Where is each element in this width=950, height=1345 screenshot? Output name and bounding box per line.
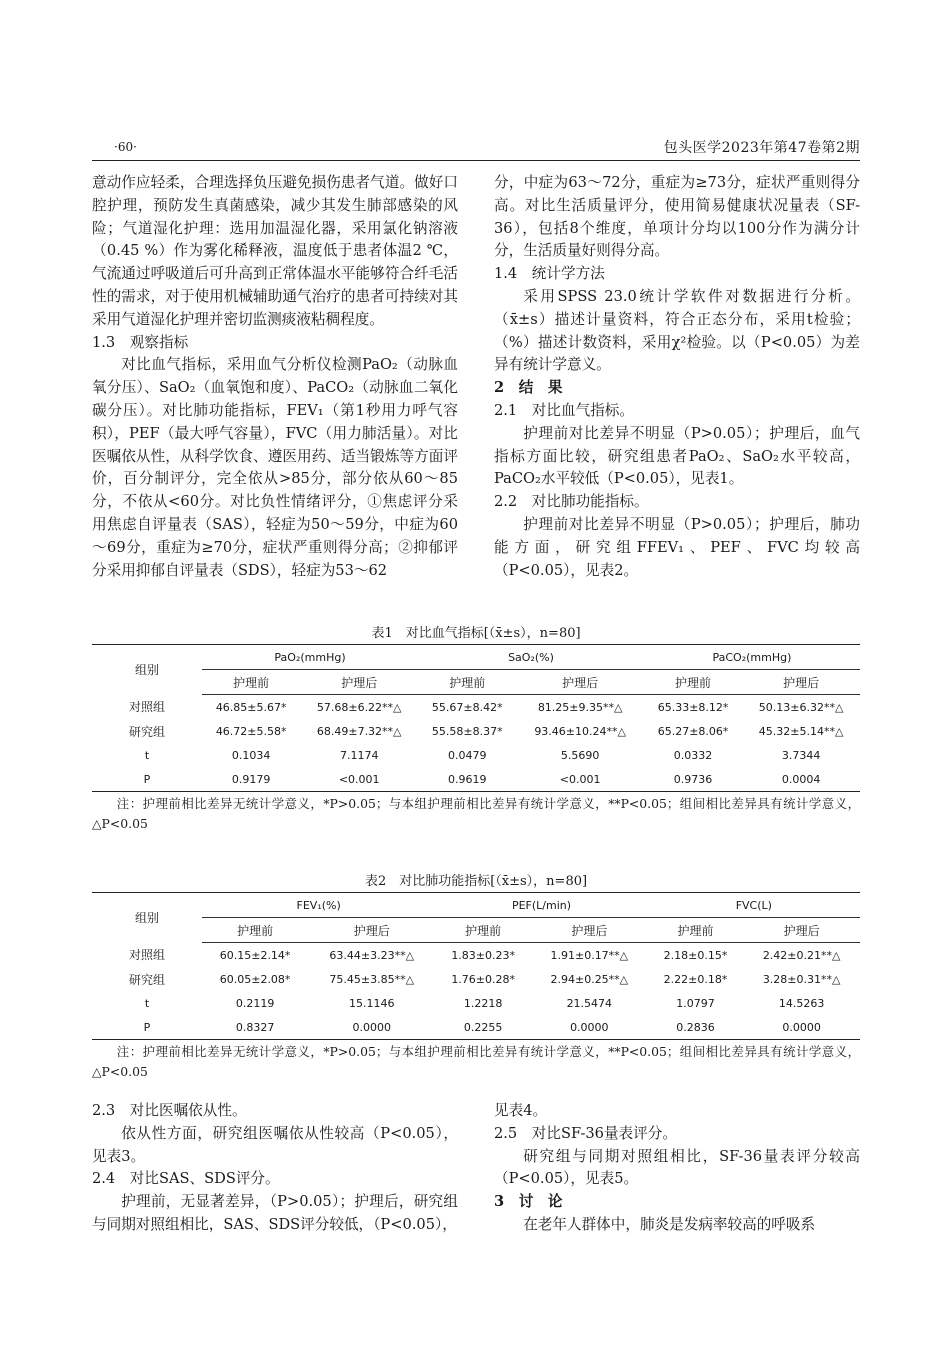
paragraph: 分，中症为63～72分，重症为≥73分，症状严重则得分高。对比生活质量评分，使用简易健康状况量表（SF-36），包括8个维度，单项计分均以100分作为满分计分，生活质量好则得分高。 xyxy=(494,174,860,260)
table1-group-header: PaCO₂(mmHg) xyxy=(644,645,860,670)
page-header xyxy=(92,136,860,158)
top-left-column xyxy=(92,172,458,582)
table2 xyxy=(92,892,860,1040)
table2-subheader: 护理后 xyxy=(743,918,860,943)
row-label: 对照组 xyxy=(128,948,165,963)
table-cell: 55.58±8.37* xyxy=(431,724,503,738)
paragraph: 采用SPSS 23.0统计学软件对数据进行分析。（x̄±s）描述计量资料，符合正态分布，采用t检验；（%）描述计数资料，采用χ²检验。以（P<0.05）为差异有统计学意义。 xyxy=(494,287,860,374)
top-right-column xyxy=(494,172,860,582)
table-row xyxy=(92,743,860,767)
table1-subheader: 护理后 xyxy=(300,670,418,695)
table-cell: 0.0000 xyxy=(531,1015,648,1040)
section-heading-1-4: 1.4 统计学方法 xyxy=(494,265,605,283)
section-heading-2-3: 2.3 对比医嘱依从性。 xyxy=(92,1102,247,1119)
row-label: t xyxy=(144,996,150,1010)
table-cell: 0.9619 xyxy=(418,767,516,792)
row-label: 研究组 xyxy=(128,972,165,987)
table2-group-header: FVC(L) xyxy=(648,893,860,918)
paragraph: 对比血气指标，采用血气分析仪检测PaO₂（动脉血氧分压）、SaO₂（血氧饱和度）、PaCO₂（动脉血二氧化碳分压）。对比肺功能指标，FEV₁（第1秒用力呼气容积），PEF（最大呼气容量），FVC（用力肺活量）。对比医嘱依从性，从科学饮食、遵医用药、适当锻炼等方面评价，百分制评分，完全依从>85分，部分依从60～85分，不依从<60分。对比负性情绪评分，①焦虑评分采用焦虑自评量表（SAS），轻症为50～59分，中症为60～69分，重症为≥70分，症状严重则得分高；②抑郁评分采用抑郁自评量表（SDS），轻症为53～62 xyxy=(92,356,458,579)
paragraph: 研究组与同期对照组相比，SF-36量表评分较高（P<0.05），见表5。 xyxy=(494,1147,860,1188)
table1-group-header: SaO₂(%) xyxy=(418,645,644,670)
table-cell: 2.94±0.25**△ xyxy=(550,972,629,986)
table-cell: 1.0797 xyxy=(676,996,715,1010)
table-cell: 0.0000 xyxy=(743,1015,860,1040)
section-heading-1-3: 1.3 观察指标 xyxy=(92,333,189,351)
table-cell: 50.13±6.32**△ xyxy=(758,700,844,714)
table-cell: 5.5690 xyxy=(560,748,600,762)
table-cell: <0.001 xyxy=(300,767,418,792)
table-cell: 68.49±7.32**△ xyxy=(316,724,402,738)
row-label: t xyxy=(144,748,150,762)
table-cell: 0.0479 xyxy=(447,748,487,762)
table-cell: 46.85±5.67* xyxy=(215,700,287,714)
table1-subheader: 护理后 xyxy=(742,670,860,695)
table-cell: 15.1146 xyxy=(349,996,395,1010)
table1 xyxy=(92,644,860,792)
row-label: P xyxy=(92,1015,202,1040)
table-cell: 1.91±0.17**△ xyxy=(550,948,629,962)
section-heading-2: 2 结 果 xyxy=(494,379,563,397)
paragraph: 护理前对比差异不明显（P>0.05）；护理后，血气指标方面比较，研究组患者PaO₂、SaO₂水平较高，PaCO₂水平较低（P<0.05），见表1。 xyxy=(494,424,860,488)
table-row xyxy=(92,1015,860,1040)
table-cell: 65.33±8.12* xyxy=(657,700,729,714)
table-cell: 75.45±3.85**△ xyxy=(329,972,415,986)
table-cell: 2.22±0.18* xyxy=(663,972,728,986)
table1-group-header: PaO₂(mmHg) xyxy=(202,645,418,670)
table-row xyxy=(92,695,860,720)
table-cell: 7.1174 xyxy=(339,748,379,762)
table-cell: 1.83±0.23* xyxy=(451,948,516,962)
paragraph: 护理前，无显著差异，（P>0.05）；护理后，研究组与同期对照组相比，SAS、SDS评分较低，（P<0.05）， xyxy=(92,1193,458,1233)
page-number: ·60· xyxy=(114,140,137,154)
table2-group-label: 组别 xyxy=(92,893,202,943)
table1-subheader: 护理前 xyxy=(418,670,516,695)
table1-group-label: 组别 xyxy=(92,645,202,695)
paragraph: 在老年人群体中，肺炎是发病率较高的呼吸系 xyxy=(523,1215,816,1233)
table1-note: 注：护理前相比差异无统计学意义，*P>0.05；与本组护理前相比差异有统计学意义，**P<0.05；组间相比差异具有统计学意义，△P<0.05 xyxy=(92,796,860,831)
table-cell: 0.9736 xyxy=(644,767,742,792)
table-cell: 93.46±10.24**△ xyxy=(534,724,626,738)
table-row xyxy=(92,991,860,1015)
row-label: 对照组 xyxy=(128,700,165,715)
table-cell: 2.18±0.15* xyxy=(663,948,728,962)
table-cell: 60.05±2.08* xyxy=(219,972,291,986)
table2-subheader: 护理后 xyxy=(531,918,648,943)
table-cell: 3.28±0.31**△ xyxy=(762,972,841,986)
table-cell: 57.68±6.22**△ xyxy=(316,700,402,714)
table-cell: 1.76±0.28* xyxy=(451,972,516,986)
table2-note: 注：护理前相比差异无统计学意义，*P>0.05；与本组护理前相比差异有统计学意义，**P<0.05；组间相比差异具有统计学意义，△P<0.05 xyxy=(92,1044,860,1079)
table-cell: 45.32±5.14**△ xyxy=(758,724,844,738)
table-cell: 63.44±3.23**△ xyxy=(329,948,415,962)
section-heading-3: 3 讨 论 xyxy=(494,1193,563,1211)
table-cell: 0.1034 xyxy=(231,748,271,762)
table1-subheader: 护理后 xyxy=(516,670,643,695)
table-cell: 65.27±8.06* xyxy=(657,724,729,738)
table-row xyxy=(92,967,860,991)
table-row xyxy=(92,767,860,792)
table-cell: 2.42±0.21**△ xyxy=(762,948,841,962)
section-heading-2-4: 2.4 对比SAS、SDS评分。 xyxy=(92,1170,280,1188)
bottom-left-column xyxy=(92,1100,458,1237)
table-cell: 81.25±9.35**△ xyxy=(537,700,623,714)
table-cell: <0.001 xyxy=(516,767,643,792)
table2-group-header: PEF(L/min) xyxy=(435,893,647,918)
table-row xyxy=(92,719,860,743)
table2-caption: 表2 对比肺功能指标[（x̄±s），n=80] xyxy=(364,874,588,889)
paragraph: 意动作应轻柔，合理选择负压避免损伤患者气道。做好口腔护理，预防发生真菌感染，减少其发生肺部感染的风险；气道湿化护理：选用加温湿化器，采用氯化钠溶液（0.45 %）作为雾化稀释液，温度低于患者体温2 ℃，气流通过呼吸道后可升高到正常体温水平能够符合纤毛活性的需求，对于使用机械辅助通气治疗的患者可持续对其采用气道湿化护理并密切监测痰液粘稠程度。 xyxy=(92,174,458,328)
table-cell: 55.67±8.42* xyxy=(431,700,503,714)
table-row xyxy=(92,943,860,968)
row-label: P xyxy=(92,767,202,792)
table2-group-header: FEV₁(%) xyxy=(202,893,435,918)
table1-subheader: 护理前 xyxy=(202,670,300,695)
table2-subheader: 护理前 xyxy=(202,918,308,943)
table-cell: 46.72±5.58* xyxy=(215,724,287,738)
paragraph: 依从性方面，研究组医嘱依从性较高（P<0.05），见表3。 xyxy=(92,1124,458,1165)
table-cell: 0.9179 xyxy=(202,767,300,792)
table-cell: 0.8327 xyxy=(202,1015,308,1040)
header-rule xyxy=(92,160,860,161)
section-heading-2-1: 2.1 对比血气指标。 xyxy=(494,401,634,419)
section-heading-2-2: 2.2 对比肺功能指标。 xyxy=(494,493,649,511)
paragraph: 见表4。 xyxy=(494,1102,548,1119)
bottom-right-column xyxy=(494,1100,860,1237)
table-cell: 21.5474 xyxy=(566,996,613,1010)
table2-subheader: 护理前 xyxy=(435,918,531,943)
table-cell: 1.2218 xyxy=(463,996,503,1010)
table-cell: 0.0000 xyxy=(308,1015,435,1040)
table2-subheader: 护理后 xyxy=(308,918,435,943)
table-cell: 14.5263 xyxy=(778,996,825,1010)
table-cell: 60.15±2.14* xyxy=(219,948,291,962)
table-cell: 3.7344 xyxy=(781,748,821,762)
table1-subheader: 护理前 xyxy=(644,670,742,695)
table-cell: 0.2836 xyxy=(648,1015,744,1040)
section-heading-2-5: 2.5 对比SF-36量表评分。 xyxy=(494,1124,677,1142)
table-cell: 0.2255 xyxy=(435,1015,531,1040)
paragraph: 护理前对比差异不明显（P>0.05）；护理后，肺功能方面，研究组FFEV₁、PEF、FVC均较高（P<0.05），见表2。 xyxy=(494,515,860,579)
journal-title: 包头医学2023年第47卷第2期 xyxy=(663,140,860,156)
table-cell: 0.0004 xyxy=(742,767,860,792)
row-label: 研究组 xyxy=(128,724,165,739)
table2-subheader: 护理前 xyxy=(648,918,744,943)
table-cell: 0.0332 xyxy=(673,748,713,762)
table1-caption: 表1 对比血气指标[（x̄±s），n=80] xyxy=(371,626,581,641)
table-cell: 0.2119 xyxy=(235,996,275,1010)
